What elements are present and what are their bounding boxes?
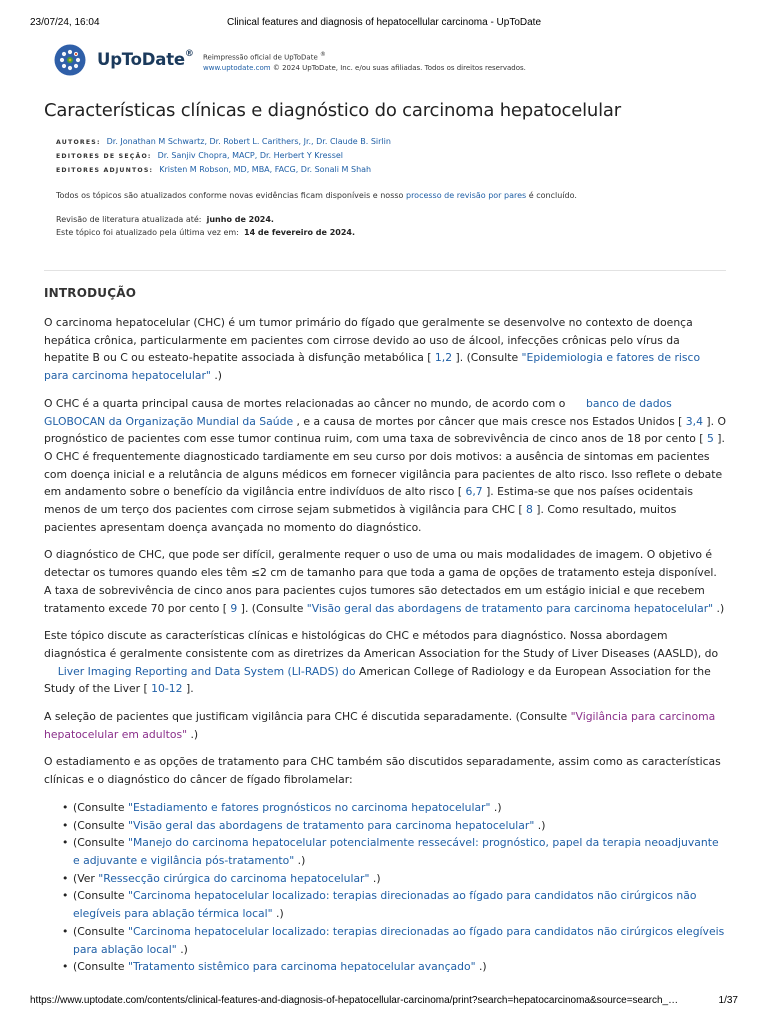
print-footer (30, 995, 738, 1009)
divider (44, 270, 726, 271)
list-item: • (Consulte "Manejo do carcinoma hepatocelular potencialmente ressecável: prognóstico, papel da terapia neoadjuvante e adjuvante e vigilância pós-tratamento" .) (62, 834, 726, 869)
topic-link[interactable]: "Visão geral das abordagens de tratamento para carcinoma hepatocelular" (127, 818, 535, 832)
li-rads-link[interactable]: Liver Imaging Reporting and Data System (LI-RADS) do (57, 664, 356, 678)
reference-link[interactable]: 1,2 (434, 351, 453, 365)
topic-link[interactable]: "Carcinoma hepatocelular localizado: terapias direcionadas ao fígado para candidatos não cirúrgicos não elegíveis para ablação térmica local" (73, 889, 697, 921)
print-url: https://www.uptodate.com/contents/clinical-features-and-diagnosis-of-hepatocellular-carcinoma/print?search=hepatocarcinoma&source=search_… (30, 995, 679, 1006)
related-topics-list (62, 799, 726, 976)
section-heading-introduction: INTRODUÇÃO (44, 286, 137, 300)
reference-link[interactable]: 5 (706, 432, 714, 446)
reprint-line: Reimpressão oficial de UpToDate (203, 53, 318, 62)
update-note: Todos os tópicos são atualizados conforme novas evidências ficam disponíveis e nosso processo de revisão por pares é concluído. (56, 191, 577, 200)
literature-review-label: Revisão de literatura atualizada até: (56, 215, 202, 224)
topic-link[interactable]: "Manejo do carcinoma hepatocelular potencialmente ressecável: prognóstico, papel da terapia neoadjuvante e adjuvante e vigilância pós-tratamento" (73, 836, 719, 867)
reference-link[interactable]: 10-12 (151, 682, 183, 696)
paragraph-2: O CHC é a quarta principal causa de mortes relacionadas ao câncer no mundo, de acordo com o banco de dados GLOBOCAN da Organização Mundial da Saúde , e a causa de mortes por câncer que mais cresce nos Estados Unidos [ 3,4 ]. O prognóstico de pacientes com esse tumor continua ruim, com uma taxa de sobrevivência de cinco anos de 18 por cento [ 5 ]. O CHC é frequentemente diagnosticado tardiamente em seu curso por dois motivos: a ausência de sintomas em pacientes com doença inicial e a relutância de alguns médicos em fornecer vigilância para pacientes de alto risco. Isso reflete o debate em andamento sobre o benefício da vigilância entre indivíduos de alto risco [ 6,7 ]. Estima-se que nos países ocidentais menos de um terço dos pacientes com cirrose sejam submetidos à vigilância para CHC [ 8 ]. Como resultado, muitos pacientes apresentam doença avançada no momento do diagnóstico. (44, 396, 726, 534)
topic-link[interactable]: "Carcinoma hepatocelular localizado: terapias direcionadas ao fígado para candidatos não cirúrgicos elegíveis para ablação local" (73, 924, 725, 956)
peer-review-link[interactable]: processo de revisão por pares (405, 191, 527, 200)
authors-label: AUTORES: (56, 139, 101, 146)
literature-review-date: junho de 2024. (206, 215, 274, 224)
reprint-notice: Reimpressão oficial de UpToDate ® www.uptodate.com © 2024 UpToDate, Inc. e/ou suas afiliadas. Todos os direitos reservados. (203, 52, 526, 73)
article-title: Características clínicas e diagnóstico do carcinoma hepatocelular (44, 100, 621, 121)
paragraph-3: O diagnóstico de CHC, que pode ser difícil, geralmente requer o uso de uma ou mais modalidades de imagem. O objetivo é detectar os tumores quando eles têm ≤2 cm de tamanho para que toda a gama de opções de tratamento esteja disponível. A taxa de sobrevivência de cinco anos para pacientes cujos tumores são detectados em um estágio inicial e que recebem tratamento excede 70 por cento [ 9 ]. (Consulte "Visão geral das abordagens de tratamento para carcinoma hepatocelular" .) (44, 548, 725, 615)
copyright-text: © 2024 UpToDate, Inc. e/ou suas afiliadas. Todos os direitos reservados. (272, 64, 526, 73)
list-item: • (Ver "Ressecção cirúrgica do carcinoma hepatocelular" .) (62, 870, 726, 888)
deputy-editors-links[interactable]: Kristen M Robson, MD, MBA, FACG, Dr. Sonali M Shah (159, 165, 372, 174)
section-editors-label: EDITORES DE SEÇÃO: (56, 153, 152, 160)
list-item: • (Consulte "Carcinoma hepatocelular localizado: terapias direcionadas ao fígado para candidatos não cirúrgicos não elegíveis para ablação térmica local" .) (62, 887, 726, 922)
revision-info (56, 213, 355, 239)
credits-block (56, 135, 391, 177)
authors-links[interactable]: Dr. Jonathan M Schwartz, Dr. Robert L. Carithers, Jr., Dr. Claude B. Sirlin (106, 137, 391, 146)
topic-link[interactable]: "Ressecção cirúrgica do carcinoma hepatocelular" (98, 871, 370, 885)
reference-link[interactable]: 6,7 (465, 485, 483, 499)
uptodate-wordmark: UpToDate® (97, 48, 194, 69)
last-updated-date: 14 de fevereiro de 2024. (244, 228, 355, 237)
article-body (44, 314, 726, 976)
topic-link-surveillance[interactable]: "Vigilância para carcinoma hepatocelular em adultos" (44, 710, 716, 741)
uptodate-site-link[interactable]: www.uptodate.com (203, 64, 271, 73)
print-header (30, 17, 738, 31)
paragraph-6: O estadiamento e as opções de tratamento para CHC também são discutidos separadamente, assim como as características clínicas e o diagnóstico do câncer de fígado fibrolamelar: (44, 755, 721, 787)
list-item: • (Consulte "Estadiamento e fatores prognósticos no carcinoma hepatocelular" .) (62, 799, 726, 817)
topic-link-treatment-overview[interactable]: "Visão geral das abordagens de tratamento para carcinoma hepatocelular" (306, 601, 714, 615)
list-item: • (Consulte "Visão geral das abordagens de tratamento para carcinoma hepatocelular" .) (62, 817, 726, 835)
print-datetime: 23/07/24, 16:04 (30, 17, 100, 28)
list-item: • (Consulte "Tratamento sistêmico para carcinoma hepatocelular avançado" .) (62, 958, 726, 976)
list-item: • (Consulte "Carcinoma hepatocelular localizado: terapias direcionadas ao fígado para candidatos não cirúrgicos elegíveis para ablação local" .) (62, 923, 726, 958)
reference-link[interactable]: 8 (526, 503, 533, 517)
reference-link[interactable]: 9 (230, 601, 238, 615)
section-editors-links[interactable]: Dr. Sanjiv Chopra, MACP, Dr. Herbert Y Kressel (157, 151, 344, 160)
last-updated-label: Este tópico foi atualizado pela última vez em: (56, 228, 239, 237)
topic-link[interactable]: "Estadiamento e fatores prognósticos no carcinoma hepatocelular" (127, 800, 491, 814)
reference-link[interactable]: 3,4 (685, 414, 703, 428)
globocan-link[interactable]: banco de dados GLOBOCAN da Organização Mundial da Saúde (44, 396, 672, 428)
page-number: 1/37 (718, 995, 738, 1006)
uptodate-logo-icon (54, 44, 86, 76)
paragraph-4: Este tópico discute as características clínicas e histológicas do CHC e métodos para diagnóstico. Nossa abordagem diagnóstica é geralmente consistente com as diretrizes da American Association for the Study of Liver Diseases (AASLD), do Liver Imaging Reporting and Data System (LI-RADS) do American College of Radiology e da European Association for the Study of the Liver [ 10-12 ]. (44, 629, 719, 696)
print-document-title: Clinical features and diagnosis of hepatocellular carcinoma - UpToDate (226, 17, 542, 28)
deputy-editors-label: EDITORES ADJUNTOS: (56, 167, 154, 174)
paragraph-5: A seleção de pacientes que justificam vigilância para CHC é discutida separadamente. (Consulte "Vigilância para carcinoma hepatocelular em adultos" .) (44, 710, 716, 741)
paragraph-1: O carcinoma hepatocelular (CHC) é um tumor primário do fígado que geralmente se desenvolve no contexto de doença hepática crônica, particularmente em pacientes com cirrose devido ao uso de álcool, infecções crônicas pelo vírus da hepatite B ou C ou esteato-hepatite associada à disfunção metabólica [ 1,2 ]. (Consulte "Epidemiologia e fatores de risco para carcinoma hepatocelular" .) (44, 316, 701, 383)
topic-link[interactable]: "Tratamento sistêmico para carcinoma hepatocelular avançado" (127, 960, 476, 974)
topic-link-epidemiology[interactable]: "Epidemiologia e fatores de risco para carcinoma hepatocelular" (44, 351, 701, 383)
